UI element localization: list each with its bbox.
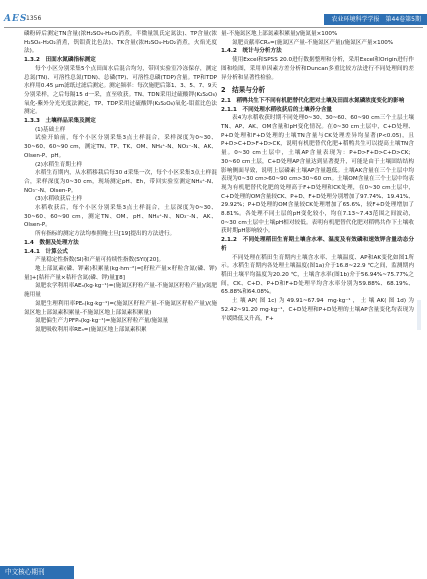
paragraph: 试验开始前，每个小区分别采集3点土样混合，采样深度为0~30、30~60、60~90 cm，测定TN、TP、TK、OM、NH₄⁺-N、NO₃⁻-N、AK、Olsen-P、pH。 — [24, 135, 217, 159]
paragraph: 氮肥贡献率CRₙ=(施氮区产量-不施氮区产量)/施氮区产量×100% — [232, 39, 394, 46]
section-heading: 1.4 数据及处理方法 — [24, 239, 79, 246]
right-column — [221, 30, 414, 323]
paragraph: 磷粉碎后测定TN含量(浓H₂SO₄-H₂O₂消煮，半微量凯氏定氮法)、TP含量(浓H₂SO₄-H₂O₂消煮，钒钼黄比色法)、TK含量(浓H₂SO₄-H₂O₂消煮，火焰光度法)。 — [24, 31, 217, 55]
journal-logo: AES — [4, 14, 28, 24]
paragraph: 氮肥吸收利用率REₙ=(施氮区地上部氮素积累 — [35, 326, 147, 333]
section-heading: 2.1 稻鸭共生下不同有机肥替代化肥对土壤及田面水氮磷浓度变化的影响 — [221, 97, 405, 104]
paragraph: 土壤AP(图1c)为49.91~67.94 mg·kg⁻¹，土壤AK(图1d)为52.42~91.20 mg·kg⁻¹，C+D处理和P+D处理的土壤AP含量变化均表现为平缓降低又升高，F+ — [221, 298, 414, 322]
section-heading: 1.3.3 土壤样品采集及测定 — [24, 118, 96, 125]
section-heading: 2.1.2 不同处理稻田生育期土壤含水率、温度及有效磷和速效钾含量动态分析 — [221, 237, 414, 252]
side-tab — [417, 300, 421, 330]
left-column — [24, 30, 217, 335]
section-heading: 2.1.1 不同处理水稻收获后的土壤养分含量 — [221, 106, 333, 113]
paragraph: 地上部氮素(磷、钾素)积累量(kg·hm⁻²)=[籽粒产量×籽粒含氮(磷、钾)量]+[秸秆产量×秸秆含氮(磷、钾)量][8] — [24, 265, 217, 281]
paragraph: 表4为水稻收获时期不同处理0~30、30~60、60~90 cm三个土层土壤TN、AP、AK、OM含量和pH变化情况。在0~30 cm土层中，C+D处理、P+D处理和F+D处理的土壤TN含量与CK处理差异均显著(P<0.05)，且P+D>C+D>F+D>CK，说明有机肥替代化肥+稻鸭共生可以提高土壤TN含量。0~30 cm土层中，土壤AP含量表现为：P+D>F+D>C+D>CK；30~60 cm土层，C+D处理AP含量达到显著提升，可能是由于土壤固结结构影响侧面导致，说明上层磷素土壤AP含量越低。土壤AK含量在三个土层中均表现为0~30 cm>60~90 cm>30~60 cm。土壤OM含量在三个土层中均表现为有机肥替代化肥的处理高于F+D处理和CK处理，在0~30 cm土层中，C+D处理的OM含量较CK、P+D、F+D处理分别增加了97.74%、19.41%、29.92%；P+D处理的OM含量较CK处理增加了65.6%，较F+D处理增加了8.81%。各处理不同土层的pH变化较小，均在7.13~7.43范围之间波动，0~30 cm土层中土壤pH相对较低。表明有机肥替代化肥对稻鸭共作下土壤收获时期pH影响较小。 — [221, 115, 414, 235]
page-number: 1356 — [26, 15, 42, 22]
paragraph: 氮肥农学利用率AEₙ(kg·kg⁻¹)=(施氮区籽粒产量-不施氮区籽粒产量)/氮肥施用量 — [24, 283, 217, 299]
paragraph: (1)基础土样 — [35, 126, 66, 133]
footer-badge: 中文核心期刊 — [0, 566, 74, 579]
paragraph: 量-不施氮区地上部氮素积累量)/施氮量×100% — [221, 31, 338, 37]
journal-banner: 农业环境科学学报 第44卷第5期 — [324, 14, 427, 25]
paragraph: 氮肥偏生产力PFPₙ(kg·kg⁻¹)=施氮区籽粒产量/施氮量 — [35, 318, 169, 325]
section-heading: 1.4.1 计算公式 — [24, 248, 68, 255]
paragraph: 水稻生育期内，从水稻移栽后每30 d采集一次，每个小区采集3点土样混合，采样深度为0~30 cm，现场测定pH、Eh，带回实验室测定NH₄⁺-N、NO₃⁻-N、Olsen-P。 — [24, 170, 217, 194]
section-heading: 1.3.2 田面水氮磷指标测定 — [24, 57, 96, 64]
paragraph: 每个小区分别采集5个点田面水后混合均匀，带回实验室冷冻保存，测定总氮(TN)、可溶性总氮(TDN)、总磷(TP)、可溶性总磷(TDP)含量。TP和TDP水样用0.45 μm滤纸过滤后测定。测定频率：每次施肥后第1、3、5、7、9天分别采样，之后每隔15 d一采，直至收获。TN、TDN采用过硫酸钾(K₂S₂O₈)氧化-紫外分光光度法测定，TP、TDP采用过硫酸钾(K₂S₂O₈)氧化-钼蓝比色法测定。 — [24, 65, 217, 116]
page-header — [0, 14, 427, 26]
paragraph: 水稻收获后，每个小区分别采集3点土样混合，土层深度为0~30、30~60、60~90 cm，测定TN、OM、pH、NH₄⁺-N、NO₃⁻-N、AK、Olsen-P。 — [24, 205, 217, 229]
section-heading: 2 结果与分析 — [221, 86, 266, 95]
section-heading: 1.4.2 统计与分析方法 — [221, 48, 282, 55]
paragraph: 产量稳定性指数(SI)和产量可持续性指数(SYI)[20]。 — [35, 257, 165, 264]
paragraph: 不同处理在稻田生育期内土壤含水率、土壤温度、AP和AK变化如图1所示。水稻生育期内各处理土壤温度(图1a)介于16.8~22.9 ℃之间，监测期内稻田土壤平均温度为20.20 ℃，土壤含水率(图1b)介于56.94%~75.77%之间，CK、C+D、P+D和F+D处理平均含水率分别为59.88%、68.19%、65.88%和64.08%。 — [221, 254, 414, 296]
paragraph: 使用Excel和SPSS 20.0进行数据整理和分析，采用Excel和Origin进行作图和绘图，采用单因素方差分析和Duncan多重比较方法进行不同处理间的差异分析和显著性检验。 — [221, 57, 414, 81]
paragraph: (2)水稻生育期土样 — [35, 161, 83, 168]
paragraph: 氮肥生理利用率PEₙ(kg·kg⁻¹)=(施氮区籽粒产量-不施氮区籽粒产量)/(施氮区地上部氮素积累量-不施氮区地上部氮素积累量) — [24, 300, 217, 316]
header-rule — [4, 27, 423, 28]
paragraph: 所有指标的测定方法均参照鲍士旦[19]提出的方法进行。 — [35, 231, 176, 238]
paragraph: (3)水稻收获后土样 — [35, 196, 83, 203]
